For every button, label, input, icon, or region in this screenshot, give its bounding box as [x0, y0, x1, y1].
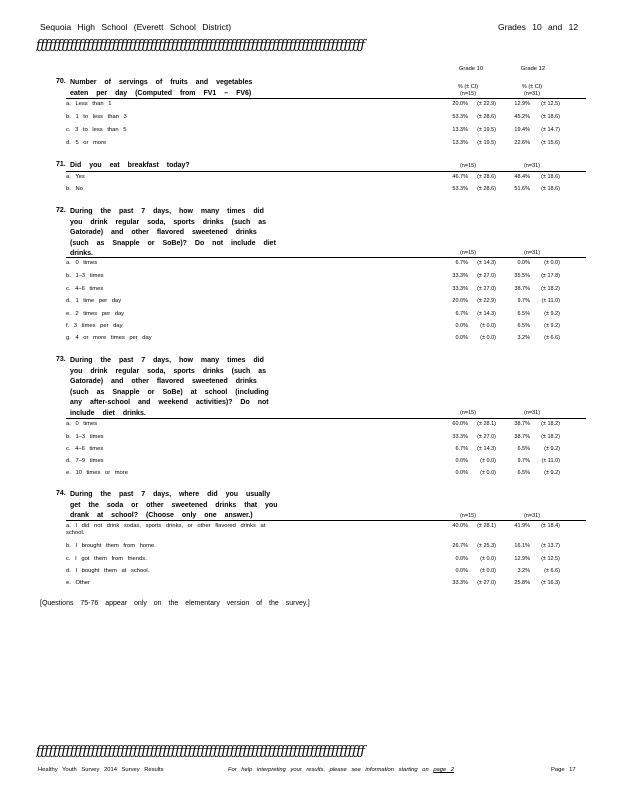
answer-label: b. 1 to less than 3	[66, 114, 127, 120]
answer-row	[0, 186, 618, 198]
grade10-ci: (± 14.3)	[477, 311, 496, 317]
answer-row	[0, 446, 618, 458]
question-number: 74.	[56, 490, 66, 497]
grade10-ci: (± 0.0)	[480, 323, 496, 329]
answer-label: a. 0 times	[66, 260, 98, 266]
divider	[66, 98, 586, 99]
pct-label-g12: % (± CI)	[521, 84, 543, 90]
n-grade10: (n=15)	[459, 513, 477, 519]
grade12-percent: 51.6%	[514, 186, 530, 192]
grade10-percent: 20.0%	[452, 101, 468, 107]
grade10-percent: 13.3%	[452, 127, 468, 133]
grade12-ci: (± 6.6)	[544, 335, 560, 341]
grade12-ci: (± 18.6)	[541, 114, 560, 120]
grade10-percent: 33.3%	[452, 273, 468, 279]
grade10-percent: 33.3%	[452, 580, 468, 586]
answer-row	[0, 298, 618, 310]
answer-label: e. 10 times or more	[66, 470, 128, 476]
n-grade12: (n=31)	[523, 91, 541, 97]
n-grade12: (n=31)	[523, 250, 541, 256]
answer-label: a. 0 times	[66, 421, 98, 427]
answer-label: b. 1–3 times	[66, 434, 104, 440]
divider	[66, 418, 586, 419]
answer-label: d. 1 time per day	[66, 298, 122, 304]
answer-row	[0, 434, 618, 446]
answer-row	[0, 311, 618, 323]
grade10-ci: (± 25.3)	[477, 543, 496, 549]
grade10-ci: (± 14.3)	[477, 260, 496, 266]
answer-label: d. 7–9 times	[66, 458, 104, 464]
answer-row	[0, 140, 618, 152]
answer-row	[0, 174, 618, 186]
answer-row	[0, 260, 618, 272]
divider	[66, 171, 586, 172]
grade12-percent: 45.2%	[514, 114, 530, 120]
grade12-percent: 6.5%	[517, 470, 530, 476]
grade10-ci: (± 14.3)	[477, 446, 496, 452]
question-text: Did you eat breakfast today?	[70, 162, 190, 169]
grade12-ci: (± 17.8)	[541, 273, 560, 279]
grade10-percent: 33.3%	[452, 286, 468, 292]
grade10-percent: 46.7%	[452, 174, 468, 180]
grade12-percent: 22.6%	[514, 140, 530, 146]
grade12-ci: (± 15.6)	[541, 140, 560, 146]
answer-label: e. Other	[66, 580, 90, 586]
answer-label: b. I brought them from home.	[66, 543, 156, 549]
grade10-percent: 13.3%	[452, 140, 468, 146]
grade12-percent: 19.4%	[514, 127, 530, 133]
grade10-ci: (± 0.0)	[480, 458, 496, 464]
n-grade10: (n=15)	[459, 410, 477, 416]
grade12-ci: (± 9.2)	[544, 470, 560, 476]
grade12-label: Grade 12	[520, 66, 546, 72]
grade12-ci: (± 12.5)	[541, 101, 560, 107]
grade12-ci: (± 9.2)	[544, 323, 560, 329]
n-grade10: (n=15)	[459, 250, 477, 256]
grade10-percent: 0.0%	[455, 335, 468, 341]
answer-row	[0, 101, 618, 113]
grade12-ci: (± 18.2)	[541, 286, 560, 292]
grade10-ci: (± 0.0)	[480, 568, 496, 574]
grade10-label: Grade 10	[458, 66, 484, 72]
grade12-ci: (± 16.3)	[541, 580, 560, 586]
grade10-percent: 53.3%	[452, 186, 468, 192]
grade12-percent: 6.5%	[517, 311, 530, 317]
answer-row	[0, 568, 618, 580]
grade12-ci: (± 9.2)	[544, 311, 560, 317]
bottom-ornament-rule: ƒƒƒƒƒƒƒƒƒƒƒƒƒƒƒƒƒƒƒƒƒƒƒƒƒƒƒƒƒƒƒƒƒƒƒƒƒƒƒƒƒƒƒƒƒƒƒƒƒƒƒƒƒƒƒƒƒƒƒƒƒƒƒƒƒƒƒƒƒƒƒƒƒƒƒƒƒƒ	[36, 744, 365, 759]
divider	[66, 520, 586, 521]
grade12-ci: (± 18.6)	[541, 174, 560, 180]
grade12-percent: 12.9%	[514, 556, 530, 562]
grade12-ci: (± 18.2)	[541, 434, 560, 440]
grade10-ci: (± 27.0)	[477, 434, 496, 440]
footer-survey-title: Healthy Youth Survey 2014 Survey Results	[38, 767, 164, 773]
grade10-percent: 53.3%	[452, 114, 468, 120]
footer-page-number: Page 17	[551, 767, 576, 773]
answer-label: f. 3 times per day	[66, 323, 123, 329]
answer-label: d. 5 or more	[66, 140, 107, 146]
grade10-ci: (± 22.9)	[477, 298, 496, 304]
answer-label: c. 3 to less than 5	[66, 127, 127, 133]
grade10-ci: (± 0.0)	[480, 556, 496, 562]
grade10-percent: 33.3%	[452, 434, 468, 440]
grade10-ci: (± 28.6)	[477, 114, 496, 120]
answer-label: a. Less than 1	[66, 101, 112, 107]
grade12-percent: 3.2%	[517, 568, 530, 574]
answer-row	[0, 580, 618, 592]
grade10-ci: (± 28.1)	[477, 421, 496, 427]
grade12-percent: 12.9%	[514, 101, 530, 107]
grade12-ci: (± 18.2)	[541, 421, 560, 427]
grade12-percent: 9.7%	[517, 298, 530, 304]
grade10-ci: (± 27.0)	[477, 580, 496, 586]
question-number: 71.	[56, 161, 66, 168]
grade10-ci: (± 0.0)	[480, 470, 496, 476]
column-header-grade12	[508, 66, 558, 72]
grade10-ci: (± 0.0)	[480, 335, 496, 341]
n-grade10: (n=15)	[459, 163, 477, 169]
question-number: 72.	[56, 207, 66, 214]
grade12-percent: 3.2%	[517, 335, 530, 341]
n-grade10: (n=15)	[459, 91, 477, 97]
grade12-ci: (± 9.2)	[544, 446, 560, 452]
grade10-percent: 20.0%	[452, 298, 468, 304]
answer-row	[0, 470, 618, 482]
answer-row	[0, 523, 618, 535]
answer-row	[0, 421, 618, 433]
question-text: During the past 7 days, where did you usually get the soda or other sweetened drinks that you drank at school? (Choose only one answer.)	[70, 491, 278, 519]
grade10-percent: 26.7%	[452, 543, 468, 549]
answer-row	[0, 273, 618, 285]
grade12-ci: (± 14.7)	[541, 127, 560, 133]
grade12-ci: (± 0.0)	[544, 260, 560, 266]
grade10-ci: (± 22.9)	[477, 101, 496, 107]
grade10-ci: (± 19.5)	[477, 140, 496, 146]
answer-row	[0, 323, 618, 335]
elementary-note: [Questions 75-76 appear only on the elementary version of the survey.]	[40, 600, 310, 607]
grade10-ci: (± 28.6)	[477, 186, 496, 192]
answer-row	[0, 114, 618, 126]
footer-help-text	[228, 767, 454, 773]
question-number: 73.	[56, 356, 66, 363]
grade12-percent: 48.4%	[514, 174, 530, 180]
footer-page-link[interactable]: page 2	[433, 767, 455, 773]
grade10-percent: 6.7%	[455, 260, 468, 266]
answer-label: e. 2 times per day	[66, 311, 125, 317]
grade10-percent: 0.0%	[455, 458, 468, 464]
grade12-ci: (± 13.7)	[541, 543, 560, 549]
grade12-percent: 0.0%	[517, 260, 530, 266]
n-grade12: (n=31)	[523, 513, 541, 519]
footer-help-prefix: For help interpreting your results, please see information starting on	[228, 767, 429, 773]
answer-row	[0, 556, 618, 568]
answer-label: b. 1–3 times	[66, 273, 104, 279]
grade12-percent: 38.7%	[514, 434, 530, 440]
answer-label: c. 4–6 times	[66, 446, 104, 452]
grades-label: Grades 10 and 12	[498, 22, 579, 32]
grade10-percent: 0.0%	[455, 470, 468, 476]
grade12-percent: 38.7%	[514, 421, 530, 427]
grade12-ci: (± 12.5)	[541, 556, 560, 562]
answer-row	[0, 335, 618, 347]
answer-label: a. I did not drink sodas, sports drinks, or other flavored drinks at school.	[66, 523, 266, 536]
answer-label: d. I bought them at school.	[66, 568, 150, 574]
grade12-percent: 6.5%	[517, 323, 530, 329]
grade10-ci: (± 27.0)	[477, 286, 496, 292]
grade10-percent: 6.7%	[455, 446, 468, 452]
answer-label: b. No	[66, 186, 83, 192]
top-ornament-rule: ƒƒƒƒƒƒƒƒƒƒƒƒƒƒƒƒƒƒƒƒƒƒƒƒƒƒƒƒƒƒƒƒƒƒƒƒƒƒƒƒƒƒƒƒƒƒƒƒƒƒƒƒƒƒƒƒƒƒƒƒƒƒƒƒƒƒƒƒƒƒƒƒƒƒƒƒƒƒ	[36, 38, 365, 53]
grade12-percent: 25.8%	[514, 580, 530, 586]
question-number: 70.	[56, 78, 66, 85]
pct-label-g10: % (± CI)	[457, 84, 479, 90]
grade12-percent: 16.1%	[514, 543, 530, 549]
answer-row	[0, 458, 618, 470]
divider	[66, 257, 586, 258]
answer-row	[0, 286, 618, 298]
grade10-percent: 6.7%	[455, 311, 468, 317]
grade10-ci: (± 27.0)	[477, 273, 496, 279]
answer-row	[0, 543, 618, 555]
answer-label: c. I got them from friends.	[66, 556, 147, 562]
grade10-ci: (± 19.5)	[477, 127, 496, 133]
grade12-percent: 6.5%	[517, 446, 530, 452]
grade10-percent: 0.0%	[455, 323, 468, 329]
question-text: During the past 7 days, how many times did you drink regular soda, sports drinks (such as Gatorade) and other flavored sweetened drinks (such as Snapple or SoBe) at school (including any after-school and weekend activities)? Do not include diet drinks.	[70, 357, 269, 417]
grade12-ci: (± 11.0)	[541, 298, 560, 304]
grade12-ci: (± 18.6)	[541, 186, 560, 192]
grade12-ci: (± 18.4)	[541, 523, 560, 529]
answer-row	[0, 127, 618, 139]
n-grade12: (n=31)	[523, 163, 541, 169]
answer-label: c. 4–6 times	[66, 286, 104, 292]
grade10-ci: (± 28.6)	[477, 174, 496, 180]
question-text: Number of servings of fruits and vegetables eaten per day (Computed from FV1 – FV6)	[70, 79, 253, 97]
n-grade12: (n=31)	[523, 410, 541, 416]
column-header-grade10	[446, 66, 496, 72]
grade12-ci: (± 6.6)	[544, 568, 560, 574]
grade10-percent: 60.0%	[452, 421, 468, 427]
grade12-percent: 9.7%	[517, 458, 530, 464]
grade10-percent: 40.0%	[452, 523, 468, 529]
grade12-percent: 41.9%	[514, 523, 530, 529]
school-title: Sequoia High School (Everett School District)	[40, 22, 232, 32]
answer-label: g. 4 or more times per day	[66, 335, 152, 341]
question-text: During the past 7 days, how many times did you drink regular soda, sports drinks (such as Gatorade) and other flavored sweetened drinks (such as Snapple or SoBe)? Do not include diet drinks.	[70, 208, 276, 257]
answer-label: a. Yes	[66, 174, 85, 180]
grade10-percent: 0.0%	[455, 568, 468, 574]
grade10-ci: (± 28.1)	[477, 523, 496, 529]
grade12-percent: 38.7%	[514, 286, 530, 292]
grade12-ci: (± 11.0)	[541, 458, 560, 464]
grade12-percent: 35.5%	[514, 273, 530, 279]
grade10-percent: 0.0%	[455, 556, 468, 562]
